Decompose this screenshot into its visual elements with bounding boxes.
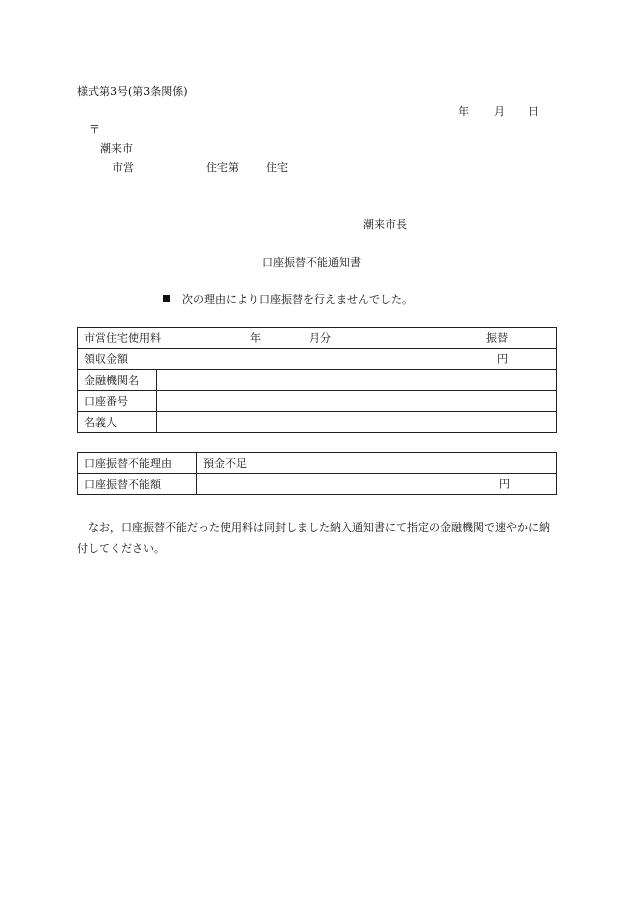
table-row bbox=[78, 474, 557, 495]
reason-table bbox=[77, 452, 557, 495]
address-housing-suffix: 住宅 bbox=[266, 161, 288, 174]
account-label: 口座番号 bbox=[78, 391, 157, 412]
account-value bbox=[157, 391, 557, 412]
date-year: 年 bbox=[458, 105, 469, 118]
footnote: なお，口座振替不能だった使用料は同封しました納入通知書にて指定の金融機関で速やかに納付してください。 bbox=[77, 521, 550, 555]
date-day: 日 bbox=[528, 105, 539, 118]
usage-fee-label: 市営住宅使用料 bbox=[84, 331, 161, 345]
document-title: 口座振替不能通知書 bbox=[262, 256, 361, 269]
form-number: 様式第3号(第3条関係) bbox=[77, 85, 188, 98]
table-row bbox=[78, 349, 557, 370]
table-row bbox=[78, 328, 557, 349]
address-housing-mid: 住宅第 bbox=[206, 161, 239, 174]
notice-text: 次の理由により口座振替を行えませんでした。 bbox=[182, 293, 413, 306]
failed-amount-label: 口座振替不能額 bbox=[78, 474, 197, 495]
amount-yen: 円 bbox=[497, 352, 508, 366]
table-row bbox=[78, 453, 557, 474]
amount-label: 領収金額 bbox=[84, 352, 128, 366]
postal-mark: 〒 bbox=[89, 123, 100, 136]
sender: 潮来市長 bbox=[363, 218, 407, 231]
address-city: 潮来市 bbox=[100, 142, 133, 155]
amount-row bbox=[78, 349, 557, 370]
square-bullet-icon bbox=[163, 295, 170, 302]
usage-fee-year: 年 bbox=[250, 331, 261, 345]
holder-label: 名義人 bbox=[78, 412, 157, 433]
table-row bbox=[78, 370, 557, 391]
holder-value bbox=[157, 412, 557, 433]
notice-line bbox=[163, 294, 413, 305]
address-housing-prefix: 市営 bbox=[112, 161, 134, 174]
table-row bbox=[78, 391, 557, 412]
failed-amount-yen: 円 bbox=[499, 477, 510, 491]
usage-fee-month: 月分 bbox=[309, 331, 331, 345]
table-row bbox=[78, 412, 557, 433]
bank-label: 金融機関名 bbox=[78, 370, 157, 391]
usage-fee-transfer: 振替 bbox=[486, 331, 508, 345]
usage-fee-row bbox=[78, 328, 557, 349]
fee-table bbox=[77, 327, 557, 433]
bank-value bbox=[157, 370, 557, 391]
date-month: 月 bbox=[494, 105, 505, 118]
reason-label: 口座振替不能理由 bbox=[78, 453, 197, 474]
reason-value: 預金不足 bbox=[197, 453, 557, 474]
failed-amount-value bbox=[197, 474, 557, 495]
